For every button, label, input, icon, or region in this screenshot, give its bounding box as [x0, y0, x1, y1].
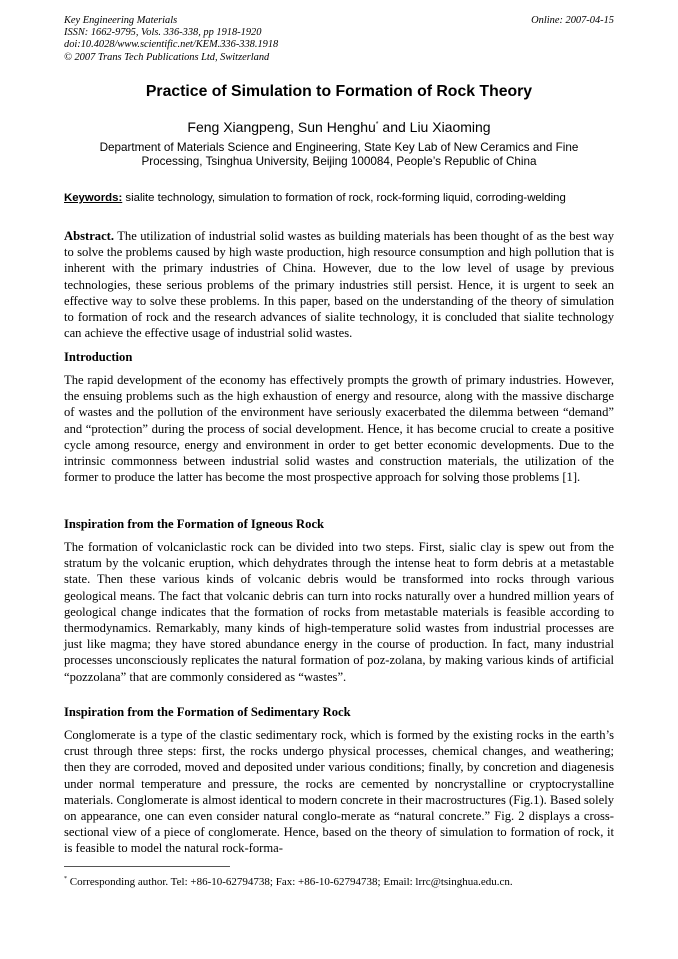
section-heading-sedimentary-rock: Inspiration from the Formation of Sedimentary Rock [64, 705, 351, 719]
abstract-text: The utilization of industrial solid wastes as building materials has been thought of as the best way to solve the problems caused by high waste production, high resource consumption and high pollution that is inherent with the primary industries of China. However, due to the low level of usage by previous technologies, these serious problems of the primary industries still persist. Hence, it is urgent to seek an effective way to solve these problems. In this paper, based on the understanding of the theory of simulation to formation of rock and the research advances of sialite technology, it is concluded that sialite technology can achieve the effective usage of industrial solid wastes. [64, 229, 614, 341]
authors-part-1: Feng Xiangpeng, Sun Henghu [187, 119, 376, 135]
keywords-label: Keywords: [64, 192, 123, 204]
section-body-introduction: The rapid development of the economy has effectively prompts the growth of primary industries. However, the ensuing problems such as the high exhaustion of energy and resource, along with the massive discharge of wastes and the pollution of the environment have seriously exacerbated the dilemma between “demand” and “protection” during the process of social development. Hence, it has become crucial to create a positive cycle among resource, energy and environment in order to get better economic developments. Due to the intrinsic commonness between industrial solid wastes and construction materials, the utilization of the former to produce the latter has become the most prospective approach for solving those problems [1]. [64, 373, 614, 485]
abstract [64, 228, 614, 341]
journal-name: Key Engineering Materials [64, 15, 178, 26]
footnote-divider [64, 866, 230, 867]
corresponding-author-mark: * [375, 121, 379, 128]
journal-header [64, 15, 614, 64]
affiliation-line-2: Processing, Tsinghua University, Beijing 100084, People’s Republic of China [141, 155, 537, 169]
section-body-igneous-rock: The formation of volcaniclastic rock can be divided into two steps. First, sialic clay is spew out from the stratum by the volcanic eruption, which dehydrates through the intense heat to form debris at a metastable state. Then these various kinds of volcanic debris would be transformed into rocks through various geological means. The fact that volcanic debris can turn into rocks naturally over a hundred million years of geological change indicates that the formation of rocks from metastable materials is feasible according to thermodynamics. Remarkably, many kinds of high-temperature solid wastes from industrial processes are just like magma; they have stored abundance energy in the course of production. In fact, many industrial processes unconsciously replicates the natural formation of poz-zolana, by making various kinds of artificial “pozzolana” that are commonly considered as “wastes”. [64, 540, 614, 684]
keywords-text: sialite technology, simulation to formation of rock, rock-forming liquid, corroding-welding [122, 192, 566, 204]
affiliation [64, 141, 614, 170]
copyright-line: © 2007 Trans Tech Publications Ltd, Switzerland [64, 51, 270, 63]
online-date: Online: 2007-04-15 [531, 15, 614, 26]
authors-part-2: and Liu Xiaoming [378, 119, 491, 135]
author-list [64, 116, 614, 136]
issn-line: ISSN: 1662-9795, Vols. 336-338, pp 1918-1920 [64, 27, 262, 39]
doi-line: doi:10.4028/www.scientific.net/KEM.336-338.1918 [64, 39, 279, 51]
section-heading-introduction: Introduction [64, 350, 133, 364]
footnote-text: Corresponding author. Tel: +86-10-62794738; Fax: +86-10-62794738; Email: lrrc@tsinghua.edu.cn. [67, 876, 513, 888]
keywords [64, 191, 624, 205]
abstract-label: Abstract. [64, 229, 115, 243]
section-heading-igneous-rock: Inspiration from the Formation of Igneous Rock [64, 517, 325, 531]
footnote-mark: * [64, 876, 67, 882]
section-body-sedimentary-rock: Conglomerate is a type of the clastic sedimentary rock, which is formed by the existing rocks in the earth’s crust through three steps: first, the rocks undergo physical processes, chemical changes, and weathering; then they are corroded, moved and deposited under various conditions; finally, by concretion and diagenesis under normal temperature and pressure, the rocks are cemented by noncrystalline or cryptocrystalline materials. Conglomerate is almost identical to modern concrete in their macrostructures (Fig.1). Based solely on appearance, one can even consider natural conglo-merate as “natural concrete.” Fig. 2 displays a cross-sectional view of a piece of conglomerate. Hence, based on the theory of simulation to formation of rock, it is feasible to model the natural rock-forma- [64, 728, 614, 856]
affiliation-line-1: Department of Materials Science and Engineering, State Key Lab of New Ceramics and Fine [99, 141, 579, 154]
footnote [64, 872, 624, 889]
paper-title: Practice of Simulation to Formation of Rock Theory [145, 83, 533, 100]
